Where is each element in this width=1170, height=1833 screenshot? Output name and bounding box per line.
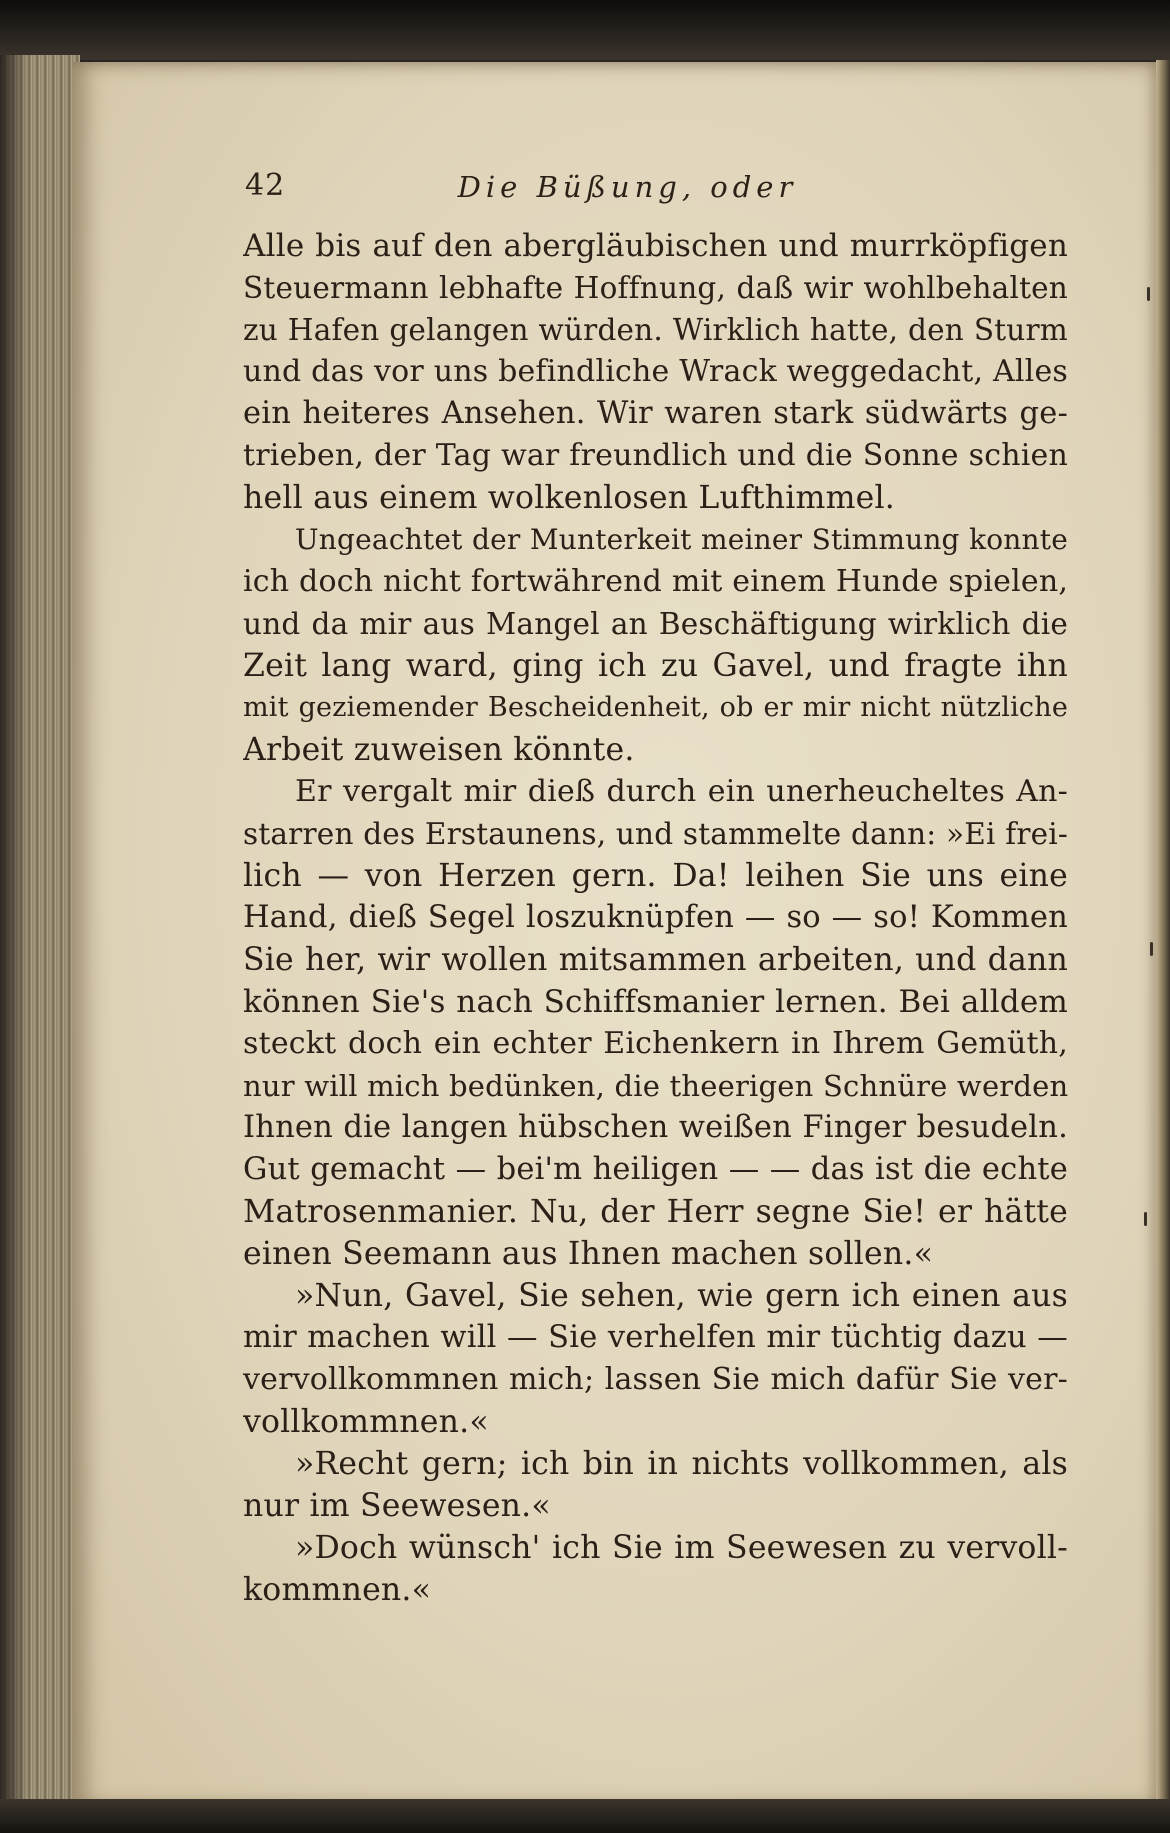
text-line: Ungeachtet der Munterkeit meiner Stimmung konnte — [295, 523, 1068, 556]
text-line: »Recht gern; ich bin in nichts vollkommen, als — [295, 1446, 1068, 1482]
text-line: ich doch nicht fortwährend mit einem Hunde spielen, — [243, 564, 1068, 599]
text-line: Hand, dieß Segel loszuknüpfen — so — so! Kommen — [243, 900, 1068, 935]
text-line: Arbeit zuweisen könnte. — [243, 732, 635, 768]
edge-mark — [1144, 1212, 1147, 1226]
text-line: mir machen will — Sie verhelfen mir tüchtig dazu — — [243, 1320, 1068, 1355]
body-text — [243, 225, 1068, 1611]
text-line: mit geziemender Bescheidenheit, ob er mir nicht nützliche — [243, 692, 1068, 723]
text-line: vervollkommnen mich; lassen Sie mich dafür Sie ver- — [243, 1362, 1068, 1397]
text-line: nur will mich bedünken, die theerigen Schnüre werden — [243, 1069, 1068, 1103]
text-line: starren des Erstaunens, und stammelte dann: »Ei frei- — [243, 817, 1068, 851]
text-line: nur im Seewesen.« — [243, 1488, 551, 1524]
page-right-edge — [1156, 60, 1170, 1808]
edge-mark — [1147, 287, 1150, 301]
text-line: und das vor uns befindliche Wrack weggedacht, Alles — [243, 354, 1068, 389]
text-line: vollkommnen.« — [243, 1404, 489, 1440]
text-line: »Doch wünsch' ich Sie im Seewesen zu vervoll- — [295, 1530, 1068, 1566]
book-top-edge — [0, 0, 1170, 60]
binding-shadow — [0, 55, 28, 1805]
text-line: lich — von Herzen gern. Da! leihen Sie uns eine — [243, 858, 1068, 894]
page-number: 42 — [245, 168, 286, 203]
text-line: steckt doch ein echter Eichenkern in Ihrem Gemüth, — [243, 1026, 1068, 1061]
text-line: Gut gemacht — bei'm heiligen — — das ist die echte — [243, 1152, 1068, 1187]
running-title: Die Büßung, oder — [457, 170, 798, 204]
text-line: Zeit lang ward, ging ich zu Gavel, und fragte ihn — [243, 648, 1068, 684]
running-head — [175, 168, 1080, 208]
text-line: trieben, der Tag war freundlich und die Sonne schien — [243, 438, 1068, 473]
text-line: und da mir aus Mangel an Beschäftigung wirklich die — [243, 607, 1068, 641]
text-line: zu Hafen gelangen würden. Wirklich hatte, den Sturm — [243, 313, 1068, 347]
text-line: Ihnen die langen hübschen weißen Finger besudeln. — [243, 1110, 1068, 1145]
text-line: Steuermann lebhafte Hoffnung, daß wir wohlbehalten — [243, 271, 1068, 305]
text-line: Er vergalt mir dieß durch ein unerheucheltes An- — [295, 774, 1068, 809]
text-line: »Nun, Gavel, Sie sehen, wie gern ich einen aus — [295, 1278, 1068, 1314]
text-line: ein heiteres Ansehen. Wir waren stark südwärts ge- — [243, 396, 1068, 431]
book-bottom-edge — [0, 1799, 1170, 1833]
text-line: Matrosenmanier. Nu, der Herr segne Sie! er hätte — [243, 1194, 1068, 1230]
text-line: können Sie's nach Schiffsmanier lernen. Bei alldem — [243, 984, 1068, 1020]
text-line: kommnen.« — [243, 1572, 432, 1608]
edge-mark — [1150, 942, 1153, 956]
text-line: hell aus einem wolkenlosen Lufthimmel. — [243, 480, 895, 516]
text-line: einen Seemann aus Ihnen machen sollen.« — [243, 1236, 934, 1272]
text-line: Alle bis auf den abergläubischen und murrköpfigen — [243, 228, 1068, 264]
text-line: Sie her, wir wollen mitsammen arbeiten, und dann — [243, 942, 1068, 978]
